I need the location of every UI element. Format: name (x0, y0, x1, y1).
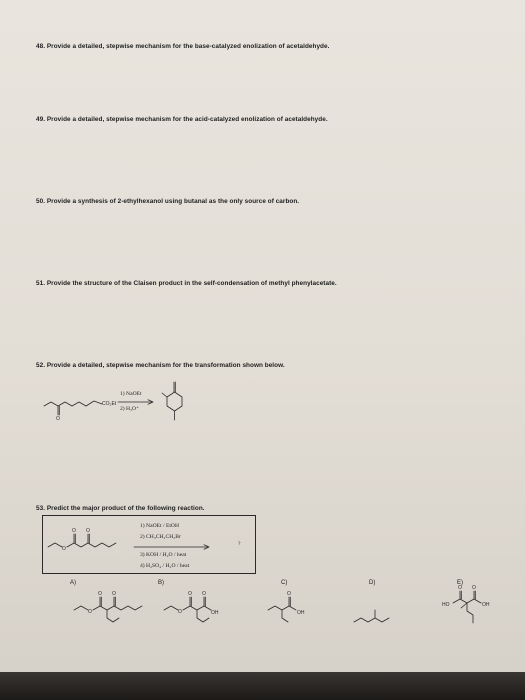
question-53: 53. Predict the major product of the following reaction. (36, 505, 205, 512)
choice-b-label: B) (158, 580, 164, 586)
q53-reagent-1: 1) NaOEt / EtOH (140, 523, 179, 529)
choice-b-structure[interactable] (162, 588, 242, 630)
svg-text:O: O (472, 585, 476, 591)
choice-a-label: A) (70, 580, 76, 586)
q52-reagent-2: 2) H₃O⁺ (120, 406, 140, 412)
choice-c-label: C) (281, 580, 288, 586)
svg-text:O: O (188, 591, 192, 597)
svg-text:O: O (112, 591, 116, 597)
q53-arrow (134, 544, 214, 550)
question-48: 48. Provide a detailed, stepwise mechanism for the base-catalyzed enolization of acetaldehyde. (36, 43, 330, 50)
choice-e-structure[interactable] (440, 585, 520, 630)
choice-a-structure[interactable] (72, 588, 152, 630)
svg-text:O: O (178, 609, 182, 615)
ester-label: CO₂Et (102, 401, 117, 407)
question-52: 52. Provide a detailed, stepwise mechanism for the transformation shown below. (36, 362, 285, 369)
q53-reagent-3: 3) KOH / H₂O / heat (140, 552, 187, 558)
q52-starting-material (44, 384, 124, 424)
q52-arrow (118, 399, 158, 405)
choice-c-structure[interactable] (266, 588, 346, 630)
q52-reagent-1: 1) NaOEt (120, 391, 142, 397)
choice-d-label: D) (369, 580, 376, 586)
question-50: 50. Provide a synthesis of 2-ethylhexanol using butanal as the only source of carbon. (36, 198, 300, 205)
svg-text:O: O (62, 546, 66, 552)
svg-text:OH: OH (211, 610, 219, 616)
question-49: 49. Provide a detailed, stepwise mechanism for the acid-catalyzed enolization of acetaldehyde. (36, 116, 328, 123)
q53-reagent-4: 4) H₂SO₄ / H₂O / heat (140, 563, 190, 569)
q53-reagent-2: 2) CH₃CH₂CH₂Br (140, 534, 181, 540)
q53-unknown-product: ? (238, 541, 241, 547)
q52-product (160, 378, 190, 428)
svg-text:O: O (56, 416, 60, 422)
svg-text:O: O (202, 591, 206, 597)
svg-text:HO: HO (442, 602, 450, 608)
table-surface (0, 672, 525, 700)
svg-text:O: O (458, 585, 462, 591)
svg-text:OH: OH (482, 602, 490, 608)
svg-text:OH: OH (297, 610, 305, 616)
svg-text:O: O (287, 591, 291, 597)
q53-starting-material (46, 525, 126, 555)
question-51: 51. Provide the structure of the Claisen product in the self-condensation of methyl phenylacetate. (36, 280, 337, 287)
svg-text:O: O (86, 528, 90, 534)
choice-e-label: E) (457, 580, 463, 586)
svg-text:O: O (98, 591, 102, 597)
svg-text:O: O (72, 528, 76, 534)
svg-text:O: O (88, 609, 92, 615)
choice-d-structure[interactable] (352, 588, 432, 630)
